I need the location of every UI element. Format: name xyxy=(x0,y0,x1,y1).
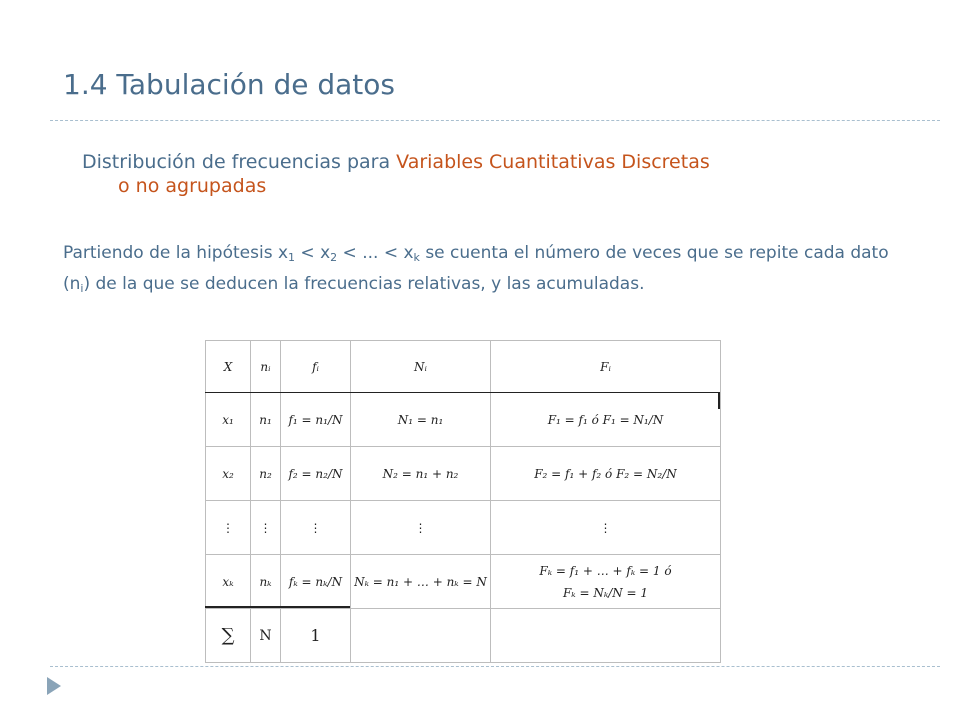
table-cell: ⋮ xyxy=(351,501,491,555)
next-arrow-icon[interactable] xyxy=(47,677,61,695)
header-cell: Nᵢ xyxy=(351,341,491,393)
header-cell: Fᵢ xyxy=(491,341,721,393)
table-cell: N₂ = n₁ + n₂ xyxy=(351,447,491,501)
table-cell: x₂ xyxy=(206,447,251,501)
table-cell xyxy=(491,609,721,663)
table-cell: nₖ xyxy=(251,555,281,609)
table-row xyxy=(206,609,721,663)
para-text: se cuenta el número de veces que se repite cada dato (n xyxy=(63,243,889,294)
para-text: < ... < x xyxy=(337,243,414,263)
table-rule xyxy=(205,392,720,393)
table-cell: ⋮ xyxy=(251,501,281,555)
table-row xyxy=(206,501,721,555)
table-cell: fₖ = nₖ/N xyxy=(281,555,351,609)
table-rule xyxy=(718,392,720,409)
table-cell: n₂ xyxy=(251,447,281,501)
para-text: < x xyxy=(295,243,331,263)
header-cell: nᵢ xyxy=(251,341,281,393)
table-header-row xyxy=(206,341,721,393)
subtitle-text: Distribución de frecuencias para xyxy=(82,151,397,173)
table-cell: F₁ = f₁ ó F₁ = N₁/N xyxy=(491,393,721,447)
table-cell: 1 xyxy=(281,609,351,663)
para-text: Partiendo de la hipótesis x xyxy=(63,243,289,263)
bottom-divider xyxy=(50,666,940,667)
slide-subtitle xyxy=(82,150,882,198)
table-cell xyxy=(351,609,491,663)
table-cell: ∑ xyxy=(206,609,251,663)
slide-title: 1.4 Tabulación de datos xyxy=(63,68,395,101)
para-sub: k xyxy=(413,251,420,264)
table-cell: ⋮ xyxy=(491,501,721,555)
table-cell: Nₖ = n₁ + … + nₖ = N xyxy=(351,555,491,609)
table-cell: ⋮ xyxy=(281,501,351,555)
table-row xyxy=(206,447,721,501)
table-row xyxy=(206,555,721,609)
table-cell: f₁ = n₁/N xyxy=(281,393,351,447)
para-sub: i xyxy=(80,282,84,295)
subtitle-line2: o no agrupadas xyxy=(118,175,267,197)
table-cell: f₂ = n₂/N xyxy=(281,447,351,501)
table-rule xyxy=(205,606,350,608)
header-cell: fᵢ xyxy=(281,341,351,393)
table-cell: ⋮ xyxy=(206,501,251,555)
table-cell: Fₖ = f₁ + … + fₖ = 1 ó Fₖ = Nₖ/N = 1 xyxy=(491,555,721,609)
para-sub: 2 xyxy=(330,251,338,264)
subtitle-highlight: Variables Cuantitativas Discretas xyxy=(396,151,710,173)
table-cell: N₁ = n₁ xyxy=(351,393,491,447)
para-sub: 1 xyxy=(288,251,296,264)
para-text: ) de la que se deducen la frecuencias relativas, y las acumuladas. xyxy=(83,274,645,294)
table-cell: xₖ xyxy=(206,555,251,609)
table-cell: F₂ = f₁ + f₂ ó F₂ = N₂/N xyxy=(491,447,721,501)
table-cell: x₁ xyxy=(206,393,251,447)
top-divider xyxy=(50,120,940,121)
table-cell: N xyxy=(251,609,281,663)
body-paragraph xyxy=(63,240,893,302)
table-cell: n₁ xyxy=(251,393,281,447)
table-row xyxy=(206,393,721,447)
header-cell: X xyxy=(206,341,251,393)
frequency-table xyxy=(205,340,720,662)
